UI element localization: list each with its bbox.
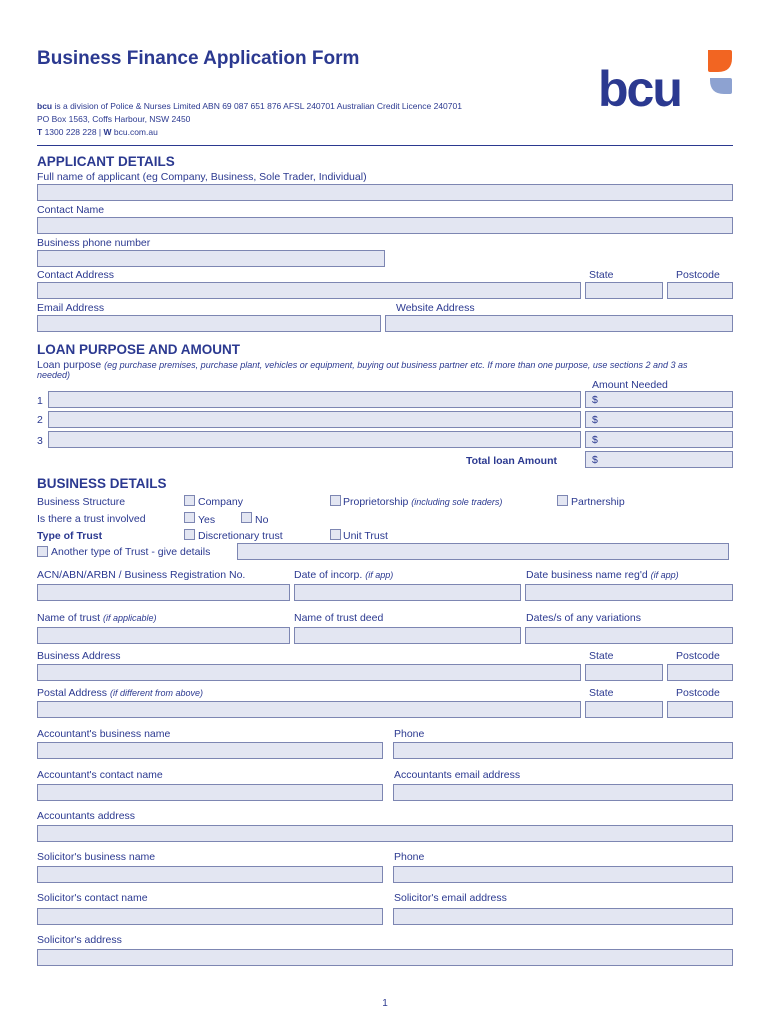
bcu-logo [598, 48, 734, 112]
total-loan-label: Total loan Amount [466, 455, 557, 467]
company-checkbox[interactable] [184, 495, 195, 506]
company-option-label: Company [198, 496, 243, 508]
business-address-field[interactable] [37, 664, 581, 681]
page-title: Business Finance Application Form [37, 48, 360, 69]
website-url[interactable]: bcu.com.au [111, 127, 158, 137]
unit-trust-label: Unit Trust [343, 530, 388, 542]
contact-state-field[interactable] [585, 282, 663, 299]
variations-field[interactable] [525, 627, 733, 644]
solicitor-business-field[interactable] [37, 866, 383, 883]
type-of-trust-label: Type of Trust [37, 530, 103, 542]
business-state-field[interactable] [585, 664, 663, 681]
unit-trust-checkbox[interactable] [330, 529, 341, 540]
incorp-date-note: (if app) [365, 570, 394, 580]
phone-prefix: T [37, 127, 43, 137]
contact-postcode-field[interactable] [667, 282, 733, 299]
loan-purpose-note: (eg purchase premises, purchase plant, vehicles or equipment, buying out business partner etc. If more than one purpose, use sections 2 and 3 as needed) [37, 360, 688, 380]
loan-purpose-label [37, 360, 717, 380]
postal-address-note: (if different from above) [109, 688, 204, 698]
loan-row-number: 1 [37, 395, 43, 407]
postal-postcode-label: Postcode [676, 687, 720, 699]
contact-postcode-label: Postcode [676, 269, 720, 281]
business-details-heading: BUSINESS DETAILS [37, 476, 167, 491]
full-name-label: Full name of applicant (eg Company, Business, Sole Trader, Individual) [37, 171, 367, 183]
applicant-details-heading: APPLICANT DETAILS [37, 154, 175, 169]
business-postcode-field[interactable] [667, 664, 733, 681]
loan-amount-field-3[interactable]: $ [585, 431, 733, 448]
solicitor-address-field[interactable] [37, 949, 733, 966]
solicitor-email-label: Solicitor's email address [394, 892, 507, 904]
postal-address-label [37, 687, 203, 699]
trust-name-label [37, 612, 156, 624]
contact-name-field[interactable] [37, 217, 733, 234]
solicitor-email-field[interactable] [393, 908, 733, 925]
loan-purpose-heading: LOAN PURPOSE AND AMOUNT [37, 342, 241, 357]
trust-no-label: No [255, 514, 269, 526]
another-trust-label: Another type of Trust - give details [51, 546, 211, 558]
postal-state-label: State [589, 687, 614, 699]
amount-needed-label: Amount Needed [592, 379, 668, 391]
name-reg-date-field[interactable] [525, 584, 733, 601]
business-phone-field[interactable] [37, 250, 385, 267]
acn-label: ACN/ABN/ARBN / Business Registration No. [37, 569, 246, 581]
contact-name-label: Contact Name [37, 204, 105, 216]
postal-postcode-field[interactable] [667, 701, 733, 718]
email-field[interactable] [37, 315, 381, 332]
proprietorship-text: Proprietorship [343, 496, 412, 508]
header-divider [37, 145, 733, 146]
trust-no-checkbox[interactable] [241, 512, 252, 523]
solicitor-business-label: Solicitor's business name [37, 851, 156, 863]
accountant-business-field[interactable] [37, 742, 383, 759]
contact-address-label: Contact Address [37, 269, 115, 281]
full-name-field[interactable] [37, 184, 733, 201]
solicitor-contact-label: Solicitor's contact name [37, 892, 148, 904]
business-structure-label: Business Structure [37, 496, 126, 508]
contact-address-field[interactable] [37, 282, 581, 299]
another-trust-checkbox[interactable] [37, 546, 48, 557]
business-state-label: State [589, 650, 614, 662]
accountant-email-field[interactable] [393, 784, 733, 801]
website-field[interactable] [385, 315, 733, 332]
accountant-address-field[interactable] [37, 825, 733, 842]
business-address-label: Business Address [37, 650, 121, 662]
solicitor-contact-field[interactable] [37, 908, 383, 925]
loan-purpose-text: Loan purpose [37, 359, 105, 371]
accountant-contact-label: Accountant's contact name [37, 769, 163, 781]
logo-wordmark: bcu [598, 61, 681, 112]
loan-amount-field-1[interactable]: $ [585, 391, 733, 408]
loan-purpose-field-2[interactable] [48, 411, 581, 428]
name-reg-date-note: (if app) [650, 570, 679, 580]
loan-purpose-field-1[interactable] [48, 391, 581, 408]
trust-name-note: (if applicable) [102, 613, 157, 623]
accountant-phone-field[interactable] [393, 742, 733, 759]
website-label: Website Address [396, 302, 475, 314]
business-phone-label: Business phone number [37, 237, 151, 249]
solicitor-phone-field[interactable] [393, 866, 733, 883]
name-reg-date-text: Date business name reg'd [526, 569, 651, 581]
another-trust-details-field[interactable] [237, 543, 729, 560]
brand-name: bcu [37, 101, 53, 111]
loan-row-number: 2 [37, 414, 43, 426]
trust-name-field[interactable] [37, 627, 290, 644]
proprietorship-checkbox[interactable] [330, 495, 341, 506]
postal-address-text: Postal Address [37, 687, 110, 699]
company-info-line [37, 101, 462, 111]
trust-deed-label: Name of trust deed [294, 612, 384, 624]
company-licence-text: is a division of Police & Nurses Limited ABN 69 087 651 876 AFSL 240701 Australian Credit Licence 240701 [52, 101, 462, 111]
postal-state-field[interactable] [585, 701, 663, 718]
proprietorship-note: (including sole traders) [411, 497, 503, 507]
email-label: Email Address [37, 302, 105, 314]
trust-involved-label: Is there a trust involved [37, 513, 146, 525]
partnership-checkbox[interactable] [557, 495, 568, 506]
accountant-address-label: Accountants address [37, 810, 136, 822]
postal-address-field[interactable] [37, 701, 581, 718]
accountant-email-label: Accountants email address [394, 769, 521, 781]
incorp-date-text: Date of incorp. [294, 569, 366, 581]
loan-purpose-field-3[interactable] [48, 431, 581, 448]
contact-line [37, 127, 158, 137]
logo-lightblue-leaf [710, 78, 732, 94]
business-postcode-label: Postcode [676, 650, 720, 662]
proprietorship-option-label [343, 496, 502, 508]
name-reg-date-label [526, 569, 679, 581]
trust-yes-label: Yes [198, 514, 216, 526]
acn-field[interactable] [37, 584, 290, 601]
trust-name-text: Name of trust [37, 612, 103, 624]
accountant-phone-label: Phone [394, 728, 425, 740]
incorp-date-label [294, 569, 393, 581]
trust-deed-field[interactable] [294, 627, 521, 644]
loan-row-number: 3 [37, 435, 43, 447]
variations-label: Dates/s of any variations [526, 612, 641, 624]
solicitor-phone-label: Phone [394, 851, 425, 863]
total-loan-field[interactable]: $ [585, 451, 733, 468]
accountant-contact-field[interactable] [37, 784, 383, 801]
web-prefix: W [103, 127, 112, 137]
incorp-date-field[interactable] [294, 584, 521, 601]
phone-number: 1300 228 228 | [42, 127, 104, 137]
logo-orange-leaf [708, 50, 732, 72]
contact-state-label: State [589, 269, 614, 281]
solicitor-address-label: Solicitor's address [37, 934, 122, 946]
postal-address-line: PO Box 1563, Coffs Harbour, NSW 2450 [37, 114, 191, 124]
loan-amount-field-2[interactable]: $ [585, 411, 733, 428]
discretionary-trust-checkbox[interactable] [184, 529, 195, 540]
partnership-option-label: Partnership [571, 496, 625, 508]
page-number: 1 [382, 998, 388, 1009]
discretionary-trust-label: Discretionary trust [198, 530, 283, 542]
trust-yes-checkbox[interactable] [184, 512, 195, 523]
accountant-business-label: Accountant's business name [37, 728, 171, 740]
